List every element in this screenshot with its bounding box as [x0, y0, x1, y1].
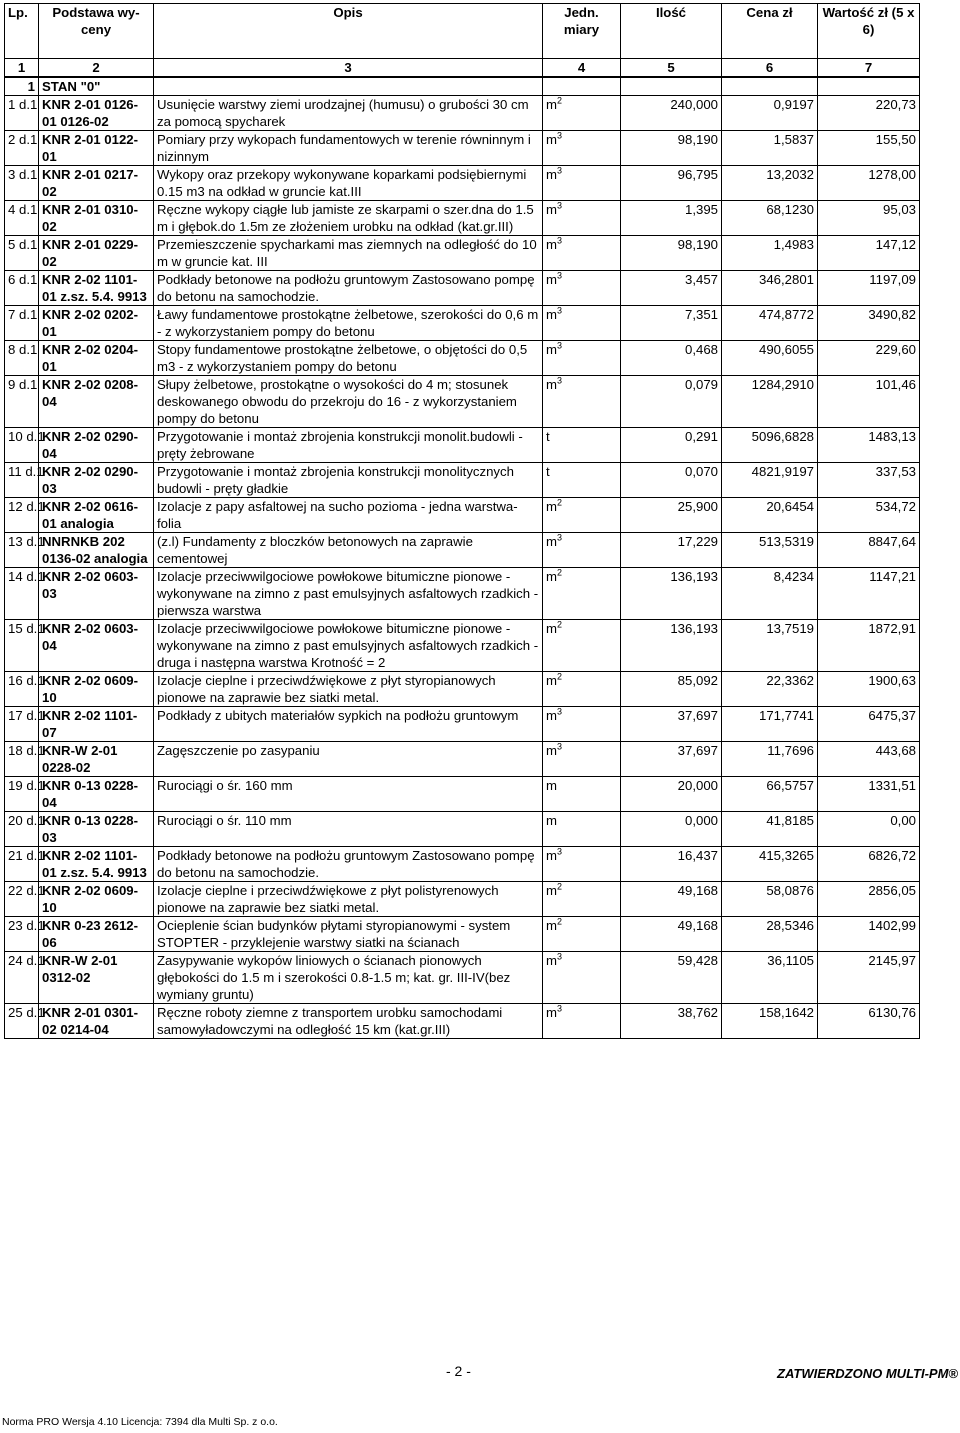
license-footer: Norma PRO Wersja 4.10 Licencja: 7394 dla Multi Sp. z o.o.: [2, 1416, 278, 1428]
row-lp: 14 d.1: [5, 568, 39, 620]
row-price: 474,8772: [722, 306, 818, 341]
table-row: [5, 201, 920, 236]
row-unit: [543, 672, 621, 707]
row-value: 6130,76: [818, 1004, 920, 1039]
row-description: Ławy fundamentowe prostokątne żelbetowe, szerokości do 0,6 m - z wykorzystaniem pompy do betonu: [154, 306, 543, 341]
row-base: KNR-W 2-01 0228-02: [39, 742, 154, 777]
unit-base: t: [546, 429, 550, 444]
row-quantity: 37,697: [621, 742, 722, 777]
row-lp: 8 d.1: [5, 341, 39, 376]
row-description: Izolacje przeciwwilgociowe powłokowe bitumiczne pionowe - wykonywane na zimno z past emulsyjnych asfaltowych rzadkich - pierwsza warstwa: [154, 568, 543, 620]
section-lp: 1: [5, 77, 39, 96]
table-row: [5, 777, 920, 812]
unit-base: m: [546, 499, 557, 514]
unit-exponent: 2: [557, 619, 563, 630]
row-value: 101,46: [818, 376, 920, 428]
row-lp: 10 d.1: [5, 428, 39, 463]
unit-base: m: [546, 813, 557, 828]
row-unit: [543, 271, 621, 306]
row-price: 1284,2910: [722, 376, 818, 428]
row-quantity: 1,395: [621, 201, 722, 236]
row-description: Stopy fundamentowe prostokątne żelbetowe, o objętości do 0,5 m3 - z wykorzystaniem pompy do betonu: [154, 341, 543, 376]
row-base: KNR 2-02 0603-03: [39, 568, 154, 620]
row-quantity: 240,000: [621, 96, 722, 131]
row-unit: [543, 306, 621, 341]
row-unit: [543, 96, 621, 131]
row-lp: 20 d.1: [5, 812, 39, 847]
row-value: 2856,05: [818, 882, 920, 917]
row-quantity: 37,697: [621, 707, 722, 742]
unit-exponent: 2: [557, 916, 563, 927]
unit-base: m: [546, 743, 557, 758]
row-price: 22,3362: [722, 672, 818, 707]
unit-base: m: [546, 569, 557, 584]
header-price: Cena zł: [722, 4, 818, 59]
table-row: [5, 131, 920, 166]
row-base: KNR 0-13 0228-03: [39, 812, 154, 847]
row-base: KNR 2-02 0603-04: [39, 620, 154, 672]
unit-exponent: 2: [557, 881, 563, 892]
row-description: Zagęszczenie po zasypaniu: [154, 742, 543, 777]
row-value: 155,50: [818, 131, 920, 166]
row-unit: [543, 201, 621, 236]
table-row: [5, 533, 920, 568]
unit-exponent: 3: [557, 200, 563, 211]
row-unit: [543, 236, 621, 271]
row-lp: 12 d.1: [5, 498, 39, 533]
row-base: KNR 2-02 1101-01 z.sz. 5.4. 9913: [39, 847, 154, 882]
row-value: 6475,37: [818, 707, 920, 742]
column-number: 4: [543, 59, 621, 78]
unit-exponent: 3: [557, 951, 563, 962]
unit-exponent: 3: [557, 846, 563, 857]
row-value: 1278,00: [818, 166, 920, 201]
unit-exponent: 3: [557, 235, 563, 246]
row-lp: 25 d.1: [5, 1004, 39, 1039]
row-quantity: 38,762: [621, 1004, 722, 1039]
row-lp: 24 d.1: [5, 952, 39, 1004]
row-base: KNR 2-01 0301-02 0214-04: [39, 1004, 154, 1039]
table-row: [5, 341, 920, 376]
unit-exponent: 3: [557, 340, 563, 351]
row-price: 8,4234: [722, 568, 818, 620]
row-quantity: 0,079: [621, 376, 722, 428]
row-quantity: 16,437: [621, 847, 722, 882]
unit-base: m: [546, 237, 557, 252]
row-value: 0,00: [818, 812, 920, 847]
row-value: 3490,82: [818, 306, 920, 341]
row-quantity: 0,000: [621, 812, 722, 847]
row-unit: [543, 428, 621, 463]
row-quantity: 49,168: [621, 882, 722, 917]
row-quantity: 59,428: [621, 952, 722, 1004]
row-base: KNR 2-02 1101-07: [39, 707, 154, 742]
row-value: 95,03: [818, 201, 920, 236]
header-description: Opis: [154, 4, 543, 59]
table-row: [5, 463, 920, 498]
row-lp: 9 d.1: [5, 376, 39, 428]
row-lp: 15 d.1: [5, 620, 39, 672]
row-base: KNR 2-02 0208-04: [39, 376, 154, 428]
approval-mark: ZATWIERDZONO MULTI-PM®: [777, 1366, 958, 1381]
row-price: 13,2032: [722, 166, 818, 201]
row-unit: [543, 463, 621, 498]
header-quantity: Ilość: [621, 4, 722, 59]
row-price: 0,9197: [722, 96, 818, 131]
table-row: [5, 707, 920, 742]
row-price: 58,0876: [722, 882, 818, 917]
unit-base: m: [546, 778, 557, 793]
row-value: 8847,64: [818, 533, 920, 568]
row-value: 337,53: [818, 463, 920, 498]
row-price: 36,1105: [722, 952, 818, 1004]
unit-base: m: [546, 953, 557, 968]
row-lp: 18 d.1: [5, 742, 39, 777]
unit-base: m: [546, 272, 557, 287]
row-price: 28,5346: [722, 917, 818, 952]
row-lp: 23 d.1: [5, 917, 39, 952]
row-value: 220,73: [818, 96, 920, 131]
row-description: Podkłady betonowe na podłożu gruntowym Zastosowano pompę do betonu na samochodzie.: [154, 847, 543, 882]
row-quantity: 17,229: [621, 533, 722, 568]
unit-exponent: 3: [557, 270, 563, 281]
row-quantity: 98,190: [621, 131, 722, 166]
unit-base: m: [546, 708, 557, 723]
row-unit: [543, 620, 621, 672]
table-row: [5, 236, 920, 271]
unit-exponent: 3: [557, 130, 563, 141]
table-row: [5, 882, 920, 917]
row-description: Rurociągi o śr. 160 mm: [154, 777, 543, 812]
row-description: Izolacje przeciwwilgociowe powłokowe bitumiczne pionowe - wykonywane na zimno z past emulsyjnych asfaltowych rzadkich - druga i następna warstwa Krotność = 2: [154, 620, 543, 672]
row-price: 490,6055: [722, 341, 818, 376]
row-value: 1197,09: [818, 271, 920, 306]
row-price: 415,3265: [722, 847, 818, 882]
row-price: 158,1642: [722, 1004, 818, 1039]
row-base: KNR 2-02 0609-10: [39, 882, 154, 917]
unit-base: m: [546, 132, 557, 147]
row-price: 171,7741: [722, 707, 818, 742]
row-base: KNR 0-13 0228-04: [39, 777, 154, 812]
row-description: Zasypywanie wykopów liniowych o ścianach pionowych głębokości do 1.5 m i szerokości 0.8-1.5 m; kat. gr. III-IV(bez wymiany gruntu): [154, 952, 543, 1004]
table-row: [5, 1004, 920, 1039]
unit-base: m: [546, 377, 557, 392]
unit-base: m: [546, 342, 557, 357]
row-lp: 19 d.1: [5, 777, 39, 812]
row-value: 443,68: [818, 742, 920, 777]
row-lp: 5 d.1: [5, 236, 39, 271]
row-unit: [543, 568, 621, 620]
row-base: KNR 2-01 0229-02: [39, 236, 154, 271]
row-value: 1331,51: [818, 777, 920, 812]
row-unit: [543, 533, 621, 568]
page-number: - 2 -: [446, 1363, 471, 1379]
row-description: Rurociągi o śr. 110 mm: [154, 812, 543, 847]
row-base: KNR 2-02 0202-01: [39, 306, 154, 341]
row-value: 6826,72: [818, 847, 920, 882]
row-unit: [543, 131, 621, 166]
row-value: 1900,63: [818, 672, 920, 707]
row-base: KNR 2-01 0217-02: [39, 166, 154, 201]
row-description: Izolacje z papy asfaltowej na sucho pozioma - jedna warstwa-folia: [154, 498, 543, 533]
row-description: Wykopy oraz przekopy wykonywane koparkami podsiębiernymi 0.15 m3 na odkład w gruncie kat.III: [154, 166, 543, 201]
header-lp: Lp.: [5, 4, 39, 59]
unit-base: m: [546, 534, 557, 549]
row-base: KNR 2-02 0616-01 analogia: [39, 498, 154, 533]
table-row: [5, 376, 920, 428]
row-price: 513,5319: [722, 533, 818, 568]
row-unit: [543, 498, 621, 533]
row-value: 534,72: [818, 498, 920, 533]
row-price: 13,7519: [722, 620, 818, 672]
row-quantity: 98,190: [621, 236, 722, 271]
row-unit: [543, 1004, 621, 1039]
table-row: [5, 620, 920, 672]
row-unit: [543, 777, 621, 812]
cost-estimate-table: [4, 3, 920, 1039]
unit-exponent: 2: [557, 567, 563, 578]
row-quantity: 136,193: [621, 568, 722, 620]
row-price: 346,2801: [722, 271, 818, 306]
row-value: 1147,21: [818, 568, 920, 620]
table-row: [5, 271, 920, 306]
table-row: [5, 847, 920, 882]
row-lp: 13 d.1: [5, 533, 39, 568]
row-description: Słupy żelbetowe, prostokątne o wysokości do 4 m; stosunek deskowanego obwodu do przekroju do 16 - z wykorzystaniem pompy do betonu: [154, 376, 543, 428]
unit-base: m: [546, 848, 557, 863]
row-quantity: 85,092: [621, 672, 722, 707]
unit-exponent: 3: [557, 375, 563, 386]
column-number: 5: [621, 59, 722, 78]
row-price: 41,8185: [722, 812, 818, 847]
table-row: [5, 166, 920, 201]
unit-base: m: [546, 202, 557, 217]
row-base: NNRNKB 202 0136-02 analogia: [39, 533, 154, 568]
row-lp: 17 d.1: [5, 707, 39, 742]
row-unit: [543, 847, 621, 882]
table-header-row: [5, 4, 920, 59]
table-row: [5, 952, 920, 1004]
row-unit: [543, 742, 621, 777]
row-lp: 3 d.1: [5, 166, 39, 201]
row-base: KNR-W 2-01 0312-02: [39, 952, 154, 1004]
row-base: KNR 2-01 0310-02: [39, 201, 154, 236]
row-price: 1,5837: [722, 131, 818, 166]
unit-base: m: [546, 307, 557, 322]
row-base: KNR 2-02 0204-01: [39, 341, 154, 376]
row-description: Podkłady z ubitych materiałów sypkich na podłożu gruntowym: [154, 707, 543, 742]
header-base: Podstawa wy-ceny: [39, 4, 154, 59]
row-base: KNR 2-01 0126-01 0126-02: [39, 96, 154, 131]
table-row: [5, 96, 920, 131]
unit-base: m: [546, 1005, 557, 1020]
header-unit: Jedn. miary: [543, 4, 621, 59]
unit-base: m: [546, 621, 557, 636]
table-row: [5, 812, 920, 847]
row-description: Przemieszczenie spycharkami mas ziemnych na odległość do 10 m w gruncie kat. III: [154, 236, 543, 271]
row-base: KNR 2-02 0290-04: [39, 428, 154, 463]
column-number: 7: [818, 59, 920, 78]
row-value: 229,60: [818, 341, 920, 376]
row-lp: 4 d.1: [5, 201, 39, 236]
unit-base: m: [546, 167, 557, 182]
row-price: 66,5757: [722, 777, 818, 812]
table-row: [5, 498, 920, 533]
unit-base: m: [546, 918, 557, 933]
row-quantity: 25,900: [621, 498, 722, 533]
row-price: 20,6454: [722, 498, 818, 533]
row-description: (z.l) Fundamenty z bloczków betonowych na zaprawie cementowej: [154, 533, 543, 568]
column-number-row: [5, 59, 920, 78]
table-row: [5, 742, 920, 777]
row-value: 2145,97: [818, 952, 920, 1004]
header-value: Wartość zł (5 x 6): [818, 4, 920, 59]
row-value: 1483,13: [818, 428, 920, 463]
row-quantity: 136,193: [621, 620, 722, 672]
row-value: 1402,99: [818, 917, 920, 952]
row-description: Izolacje cieplne i przeciwdźwiękowe z płyt styropianowych pionowe na zaprawie bez siatki metal.: [154, 672, 543, 707]
unit-base: m: [546, 673, 557, 688]
row-unit: [543, 341, 621, 376]
row-description: Usunięcie warstwy ziemi urodzajnej (humusu) o grubości 30 cm za pomocą spycharek: [154, 96, 543, 131]
unit-exponent: 3: [557, 305, 563, 316]
row-base: KNR 2-01 0122-01: [39, 131, 154, 166]
unit-exponent: 2: [557, 671, 563, 682]
row-lp: 22 d.1: [5, 882, 39, 917]
row-lp: 21 d.1: [5, 847, 39, 882]
table-row: [5, 428, 920, 463]
row-quantity: 0,291: [621, 428, 722, 463]
row-price: 4821,9197: [722, 463, 818, 498]
row-unit: [543, 376, 621, 428]
table-row: [5, 306, 920, 341]
row-unit: [543, 166, 621, 201]
column-number: 2: [39, 59, 154, 78]
row-quantity: 20,000: [621, 777, 722, 812]
unit-exponent: 2: [557, 497, 563, 508]
row-quantity: 0,468: [621, 341, 722, 376]
unit-exponent: 3: [557, 706, 563, 717]
unit-exponent: 3: [557, 165, 563, 176]
row-quantity: 49,168: [621, 917, 722, 952]
row-lp: 16 d.1: [5, 672, 39, 707]
row-description: Ręczne wykopy ciągłe lub jamiste ze skarpami o szer.dna do 1.5 m i głębok.do 1.5m ze złożeniem urobku na odkład (kat.gr.III): [154, 201, 543, 236]
row-unit: [543, 882, 621, 917]
row-base: KNR 0-23 2612-06: [39, 917, 154, 952]
column-number: 1: [5, 59, 39, 78]
row-lp: 1 d.1: [5, 96, 39, 131]
unit-exponent: 3: [557, 1003, 563, 1014]
row-description: Przygotowanie i montaż zbrojenia konstrukcji monolitycznych budowli - pręty gładkie: [154, 463, 543, 498]
row-unit: [543, 812, 621, 847]
row-lp: 6 d.1: [5, 271, 39, 306]
unit-exponent: 3: [557, 532, 563, 543]
row-description: Ręczne roboty ziemne z transportem urobku samochodami samowyładowczymi na odległość 15 km (kat.gr.III): [154, 1004, 543, 1039]
row-base: KNR 2-02 1101-01 z.sz. 5.4. 9913: [39, 271, 154, 306]
row-unit: [543, 707, 621, 742]
row-description: Izolacje cieplne i przeciwdźwiękowe z płyt polistyrenowych pionowe na zaprawie bez siatki metal.: [154, 882, 543, 917]
row-lp: 11 d.1: [5, 463, 39, 498]
row-unit: [543, 917, 621, 952]
row-price: 11,7696: [722, 742, 818, 777]
unit-base: t: [546, 464, 550, 479]
unit-base: m: [546, 883, 557, 898]
row-price: 1,4983: [722, 236, 818, 271]
row-quantity: 0,070: [621, 463, 722, 498]
unit-exponent: 2: [557, 95, 563, 106]
row-description: Podkłady betonowe na podłożu gruntowym Zastosowano pompę do betonu na samochodzie.: [154, 271, 543, 306]
row-description: Ocieplenie ścian budynków płytami styropianowymi - system STOPTER - przyklejenie warstwy siatki na ścianach: [154, 917, 543, 952]
row-price: 68,1230: [722, 201, 818, 236]
row-description: Przygotowanie i montaż zbrojenia konstrukcji monolit.budowli - pręty żebrowane: [154, 428, 543, 463]
row-lp: 2 d.1: [5, 131, 39, 166]
column-number: 6: [722, 59, 818, 78]
row-base: KNR 2-02 0290-03: [39, 463, 154, 498]
column-number: 3: [154, 59, 543, 78]
row-value: 147,12: [818, 236, 920, 271]
row-unit: [543, 952, 621, 1004]
row-quantity: 96,795: [621, 166, 722, 201]
table-row: [5, 672, 920, 707]
row-base: KNR 2-02 0609-10: [39, 672, 154, 707]
table-row: [5, 568, 920, 620]
unit-exponent: 3: [557, 741, 563, 752]
row-quantity: 7,351: [621, 306, 722, 341]
table-row: [5, 917, 920, 952]
row-value: 1872,91: [818, 620, 920, 672]
row-price: 5096,6828: [722, 428, 818, 463]
section-title: STAN "0": [39, 77, 154, 96]
row-description: Pomiary przy wykopach fundamentowych w terenie równinnym i nizinnym: [154, 131, 543, 166]
section-row: [5, 77, 920, 96]
row-lp: 7 d.1: [5, 306, 39, 341]
row-quantity: 3,457: [621, 271, 722, 306]
unit-base: m: [546, 97, 557, 112]
